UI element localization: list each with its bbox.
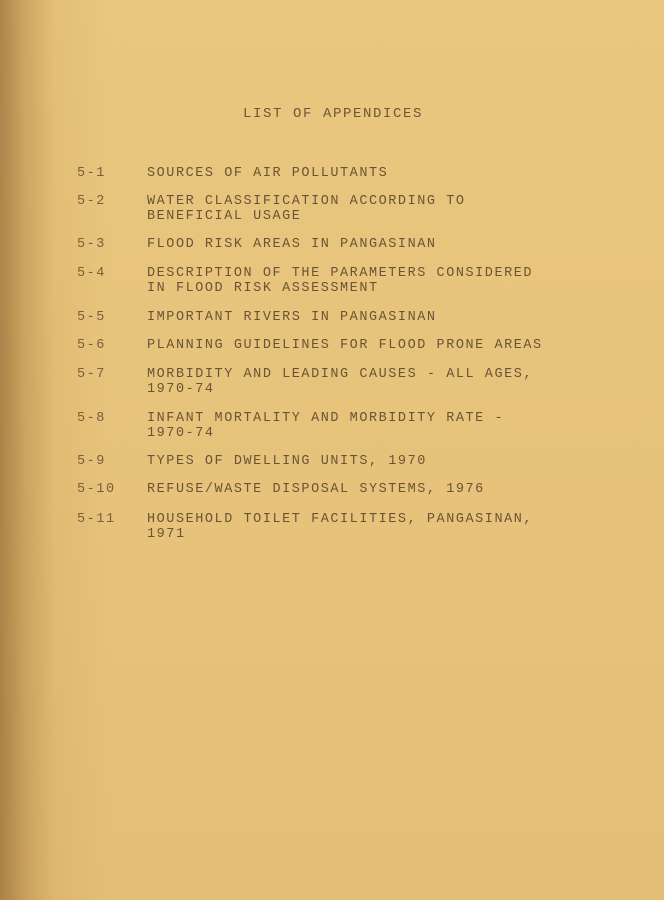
appendix-title: REFUSE/WASTE DISPOSAL SYSTEMS, 1976 (147, 482, 485, 497)
appendix-title: HOUSEHOLD TOILET FACILITIES, PANGASINAN, 1971 (147, 512, 534, 542)
appendix-number: 5-7 (77, 367, 106, 382)
page-title-text: LIST OF APPENDICES (243, 106, 424, 122)
appendix-title: MORBIDITY AND LEADING CAUSES - ALL AGES, 1970-74 (147, 367, 534, 397)
appendix-number: 5-10 (77, 482, 116, 497)
appendix-title: WATER CLASSIFICATION ACCORDING TO BENEFICIAL USAGE (147, 194, 466, 224)
appendix-number: 5-5 (77, 310, 106, 325)
appendix-title: INFANT MORTALITY AND MORBIDITY RATE - 1970-74 (147, 411, 505, 441)
appendix-number: 5-3 (77, 237, 106, 252)
appendix-title: IMPORTANT RIVERS IN PANGASINAN (147, 310, 437, 325)
appendix-number: 5-2 (77, 194, 106, 209)
appendix-number: 5-6 (77, 338, 106, 353)
appendix-title: TYPES OF DWELLING UNITS, 1970 (147, 454, 427, 469)
appendix-title: FLOOD RISK AREAS IN PANGASINAN (147, 237, 437, 252)
appendix-number: 5-1 (77, 166, 106, 181)
appendix-number: 5-4 (77, 266, 106, 281)
appendix-number: 5-9 (77, 454, 106, 469)
appendix-title: SOURCES OF AIR POLLUTANTS (147, 166, 389, 181)
appendix-number: 5-8 (77, 411, 106, 426)
appendix-number: 5-11 (77, 512, 116, 527)
appendix-title: PLANNING GUIDELINES FOR FLOOD PRONE AREAS (147, 338, 543, 353)
appendix-title: DESCRIPTION OF THE PARAMETERS CONSIDERED IN FLOOD RISK ASSESSMENT (147, 266, 534, 296)
